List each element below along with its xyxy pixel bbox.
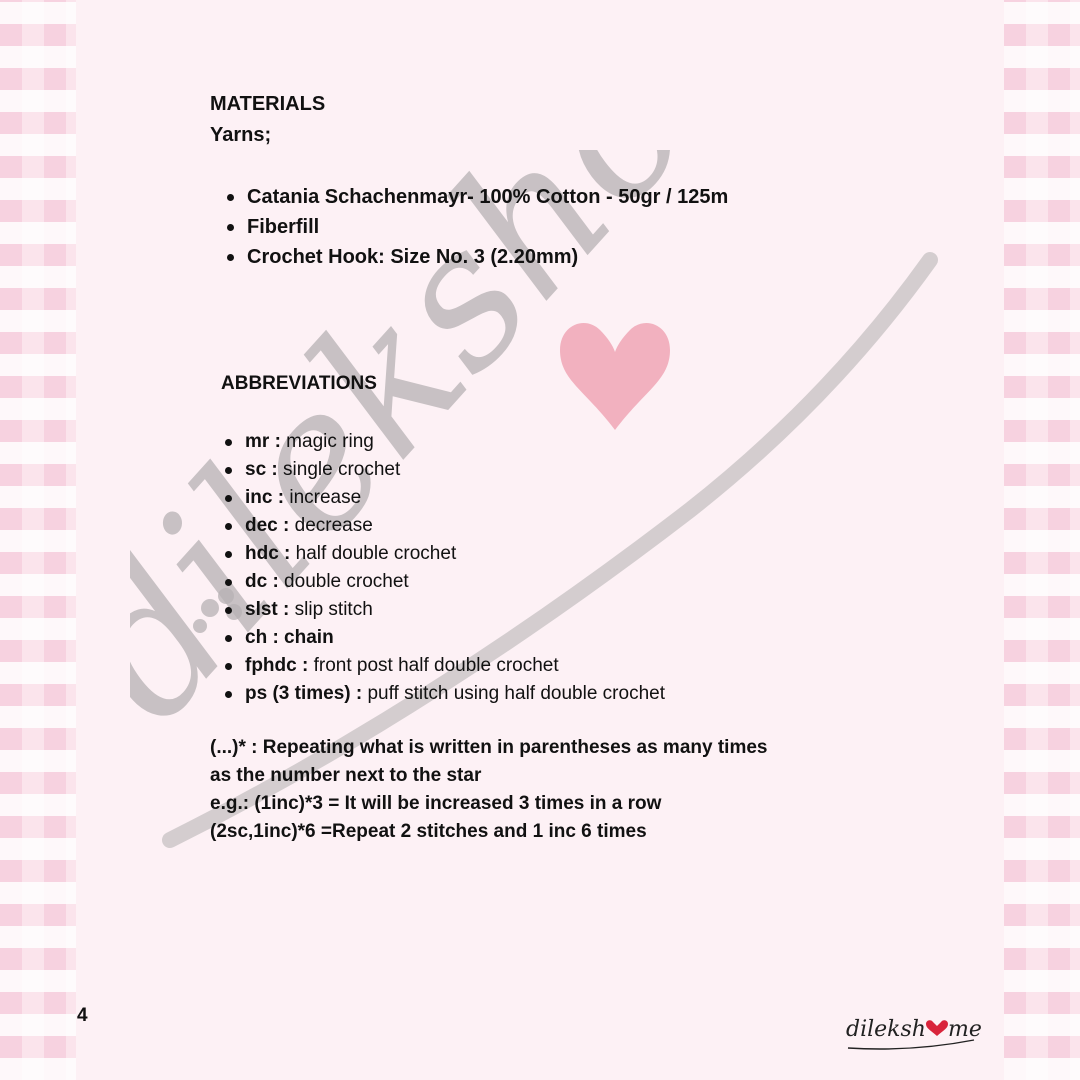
abbreviation-term: dec :: [245, 515, 290, 536]
abbreviation-term: sc :: [245, 459, 278, 480]
abbreviation-term: slst :: [245, 599, 290, 620]
abbreviations-list: [223, 428, 665, 708]
materials-heading: MATERIALS: [210, 93, 326, 115]
abbreviation-term: ps (3 times) :: [245, 683, 363, 704]
abbreviation-desc: half double crochet: [290, 543, 457, 564]
page-number: 4: [77, 1005, 88, 1026]
materials-item: Crochet Hook: Size No. 3 (2.20mm): [225, 242, 728, 272]
note-line: (2sc,1inc)*6 =Repeat 2 stitches and 1 inc 6 times: [210, 821, 647, 842]
materials-item: Fiberfill: [225, 212, 728, 242]
abbreviation-item: [223, 428, 665, 456]
abbreviation-term: hdc :: [245, 543, 291, 564]
note-line: (...)* : Repeating what is written in parentheses as many times: [210, 737, 768, 758]
yarns-subheading: Yarns;: [210, 124, 272, 146]
abbreviation-item: [223, 596, 665, 624]
logo-heart-icon: [926, 1020, 948, 1036]
abbreviation-desc: front post half double crochet: [308, 655, 559, 676]
abbreviation-item: [223, 540, 665, 568]
materials-list: [225, 182, 728, 272]
logo-text-left: dileksh: [846, 1017, 926, 1042]
abbreviation-term: mr :: [245, 431, 281, 452]
abbreviation-desc: double crochet: [278, 571, 409, 592]
abbreviation-item: [223, 512, 665, 540]
abbreviation-item: [223, 680, 665, 708]
abbreviation-term: inc :: [245, 487, 285, 508]
note-line: e.g.: (1inc)*3 = It will be increased 3 times in a row: [210, 793, 662, 814]
materials-item: Catania Schachenmayr- 100% Cotton - 50gr / 125m: [225, 182, 728, 212]
abbreviation-term: dc :: [245, 571, 279, 592]
footer-logo: [842, 1008, 982, 1054]
abbreviation-item: [223, 456, 665, 484]
abbreviation-desc: increase: [284, 487, 362, 508]
abbreviation-desc: magic ring: [280, 431, 374, 452]
abbreviation-desc: puff stitch using half double crochet: [362, 683, 665, 704]
abbreviation-desc: slip stitch: [289, 599, 373, 620]
note-line: as the number next to the star: [210, 765, 482, 786]
abbreviation-desc: single crochet: [277, 459, 401, 480]
abbreviation-item: [223, 652, 665, 680]
abbreviation-item: [223, 624, 665, 652]
abbreviation-desc: decrease: [289, 515, 373, 536]
logo-text-right: me: [948, 1017, 982, 1042]
abbreviation-item: [223, 568, 665, 596]
abbreviation-item: [223, 484, 665, 512]
abbreviation-term: ch : chain: [245, 627, 334, 648]
abbreviation-term: fphdc :: [245, 655, 309, 676]
repeat-notes: [210, 734, 767, 846]
abbreviations-heading: ABBREVIATIONS: [221, 373, 377, 394]
